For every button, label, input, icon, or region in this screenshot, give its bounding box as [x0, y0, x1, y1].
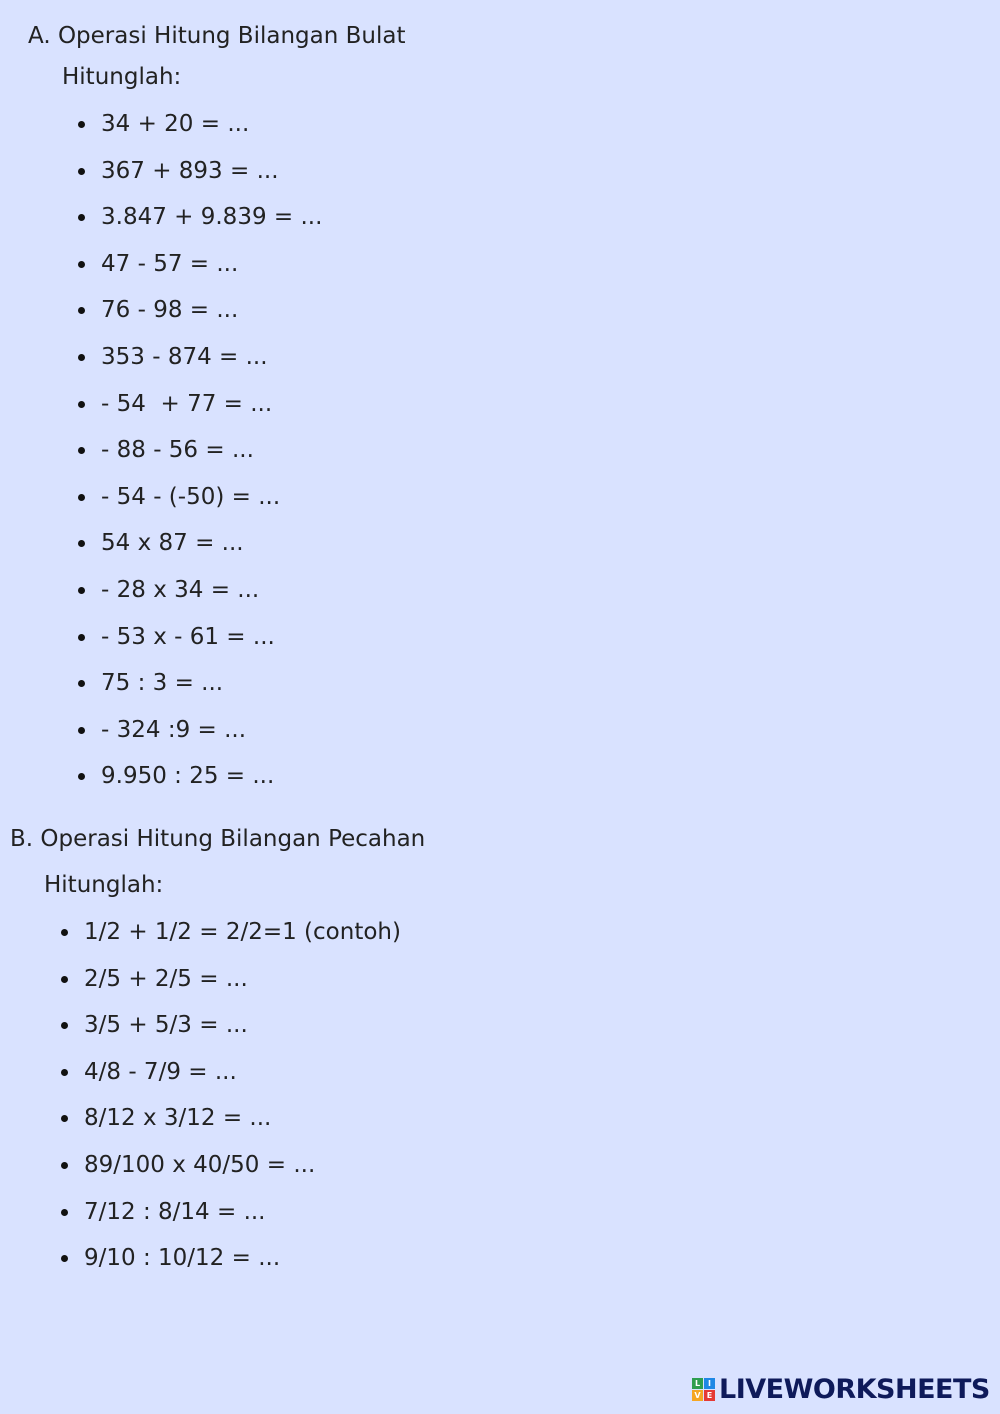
logo-mark-e: E [704, 1390, 715, 1401]
bullet-icon [78, 587, 85, 594]
bullet-icon [78, 401, 85, 408]
logo-mark-i: I [704, 1378, 715, 1389]
logo-mark-l: L [692, 1378, 703, 1389]
bullet-icon [78, 540, 85, 547]
exercise-item: 9.950 : 25 = ... [101, 763, 275, 790]
bullet-icon [78, 773, 85, 780]
bullet-icon [78, 634, 85, 641]
exercise-item: 7/12 : 8/14 = ... [84, 1198, 266, 1225]
bullet-icon [78, 680, 85, 687]
exercise-item: 8/12 x 3/12 = ... [84, 1105, 272, 1132]
exercise-item: - 54 - (-50) = ... [101, 483, 281, 510]
exercise-item: 9/10 : 10/12 = ... [84, 1245, 281, 1272]
exercise-item: - 54 + 77 = ... [101, 390, 273, 417]
exercise-item: 47 - 57 = ... [101, 250, 239, 277]
exercise-item: - 28 x 34 = ... [101, 577, 260, 603]
exercise-item: 76 - 98 = ... [101, 297, 239, 324]
bullet-icon [78, 494, 85, 501]
bullet-icon [78, 354, 85, 361]
bullet-icon [78, 121, 85, 128]
liveworksheets-logo-mark [692, 1378, 716, 1402]
bullet-icon [78, 447, 85, 454]
exercise-item: 4/8 - 7/9 = ... [84, 1058, 237, 1085]
exercise-item: 3.847 + 9.839 = ... [101, 204, 323, 231]
bullet-icon [61, 1255, 68, 1262]
exercise-item: 34 + 20 = ... [101, 111, 250, 137]
section-b-heading: B. Operasi Hitung Bilangan Pecahan [10, 826, 426, 852]
logo-mark-v: V [692, 1390, 703, 1401]
exercise-item: 3/5 + 5/3 = ... [84, 1012, 248, 1039]
exercise-item: 75 : 3 = ... [101, 670, 224, 697]
bullet-icon [78, 168, 85, 175]
exercise-item: - 88 - 56 = ... [101, 437, 254, 464]
logo-text: LIVEWORKSHEETS [719, 1374, 990, 1405]
exercise-item: 54 x 87 = ... [101, 530, 244, 557]
exercise-item: 353 - 874 = ... [101, 344, 268, 370]
section-b-instruction: Hitunglah: [44, 872, 164, 898]
bullet-icon [78, 214, 85, 221]
exercise-item: 2/5 + 2/5 = ... [84, 965, 248, 992]
exercise-item: - 324 :9 = ... [101, 716, 247, 743]
bullet-icon [61, 1209, 68, 1216]
bullet-icon [78, 261, 85, 268]
bullet-icon [78, 727, 85, 734]
bullet-icon [61, 929, 68, 936]
bullet-icon [61, 1022, 68, 1029]
liveworksheets-logo [692, 1374, 990, 1406]
bullet-icon [61, 1162, 68, 1169]
section-a-heading: A. Operasi Hitung Bilangan Bulat [28, 23, 406, 49]
bullet-icon [61, 1115, 68, 1122]
exercise-item: - 53 x - 61 = ... [101, 623, 275, 650]
exercise-item: 1/2 + 1/2 = 2/2=1 (contoh) [84, 919, 401, 945]
section-a-instruction: Hitunglah: [62, 64, 182, 90]
exercise-item: 367 + 893 = ... [101, 157, 279, 184]
exercise-item: 89/100 x 40/50 = ... [84, 1152, 316, 1178]
bullet-icon [61, 976, 68, 983]
bullet-icon [61, 1069, 68, 1076]
bullet-icon [78, 307, 85, 314]
